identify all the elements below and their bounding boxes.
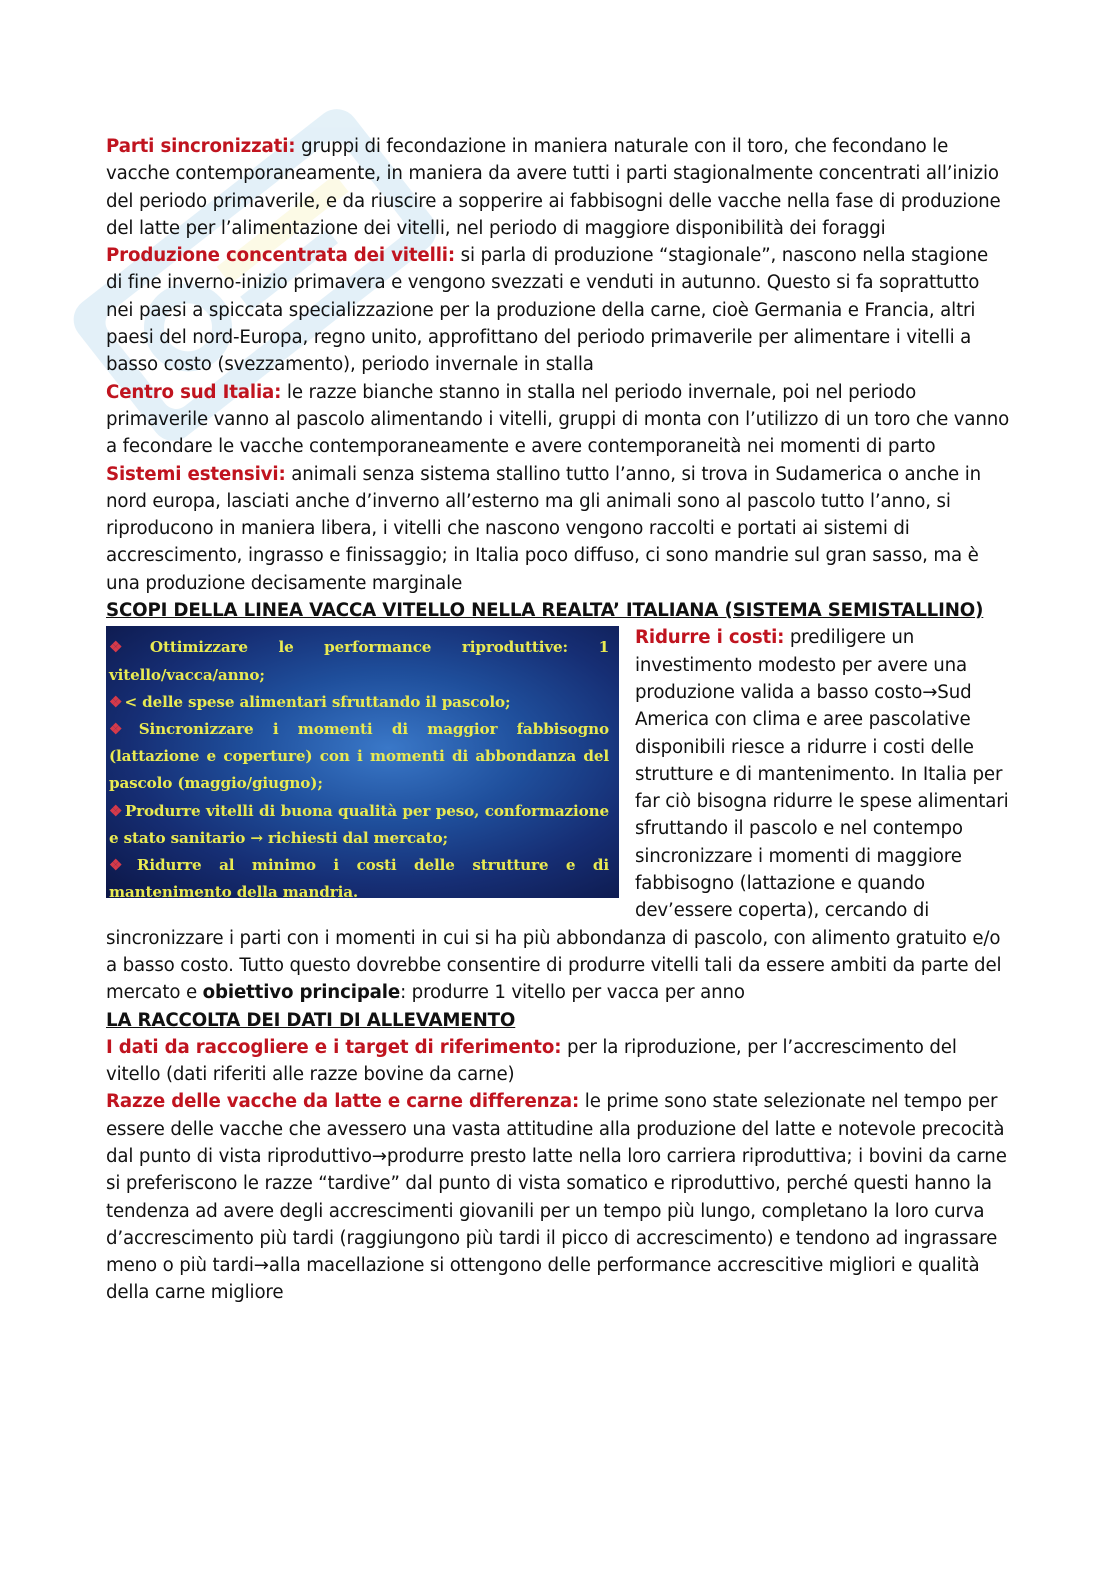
paragraph-sistemi-estensivi <box>106 461 1010 597</box>
slide-bullet <box>109 716 609 798</box>
term-label: Sistemi estensivi: <box>106 463 286 485</box>
term-label: Ridurre i costi: <box>635 627 785 649</box>
slide-bullet-text: Ottimizzare le performance riproduttive: 1 vitello/vacca/anno; <box>109 638 609 684</box>
paragraph-text: prediligere un investimento modesto per avere una produzione valida a basso costo→Sud America con clima e aree pascolative disponibili riesce a ridurre i costi delle strutture e di mantenimento. In Italia per far ciò bisogna ridurre le spese alimentari sfruttando il pascolo e nel contempo sincronizzare i momenti di maggiore fabbisogno (lattazione e quando dev’essere coperta), cercando di sincronizzare i parti con i momenti in cui si ha più abbondanza di pascolo, con alimento gratuito e/o a basso costo. Tutto questo dovrebbe consentire di produrre vitelli tali da essere ambiti da parte del mercato e <box>106 627 1009 1004</box>
paragraph-text: per la riproduzione, per l’accrescimento del vitello (dati riferiti alle razze bovine da carne) <box>106 1036 957 1086</box>
section-heading-raccolta-dati: LA RACCOLTA DEI DATI DI ALLEVAMENTO <box>106 1009 516 1031</box>
diamond-bullet-icon: ❖ <box>109 692 123 711</box>
paragraph-text: le razze bianche stanno in stalla nel periodo invernale, poi nel periodo primaverile vanno al pascolo alimentando i vitelli, gruppi di monta con l’utilizzo di un toro che vanno a fecondare le vacche contemporaneamente e avere contemporaneità nei momenti di parto <box>106 381 1010 458</box>
diamond-bullet-icon: ❖ <box>109 719 137 738</box>
paragraph-parti-sincronizzati <box>106 133 1010 242</box>
diamond-bullet-icon: ❖ <box>109 638 148 657</box>
slide-bullet <box>109 689 609 716</box>
term-label: Centro sud Italia: <box>106 381 282 403</box>
paragraph-text: le prime sono state selezionate nel tempo per essere delle vacche che avessero una vasta attitudine alla produzione del latte e notevole precocità dal punto di vista riproduttivo→produrre presto latte nella loro carriera riproduttiva; i bovini da carne si preferiscono le razze “tardive” dal punto di vista somatico e riproduttivo, perché questi hanno la tendenza ad avere degli accrescimenti giovanili per un tempo più lungo, completano la loro curva d’accrescimento più tardi (raggiungono più tardi il picco di accrescimento) e tendono ad ingrassare meno o più tardi→alla macellazione si ottengono delle performance accrescitive migliori e qualità della carne migliore <box>106 1091 1007 1304</box>
paragraph-text: si parla di produzione “stagionale”, nascono nella stagione di fine inverno-inizio primavera e vengono svezzati e venduti in autunno. Questo si fa soprattutto nei paesi a spiccata specializzazione per la produzione della carne, cioè Germania e Francia, altri paesi del nord-Europa, regno unito, approfittano del periodo primaverile per alimentare i vitelli a basso costo (svezzamento), periodo invernale in stalla <box>106 245 989 376</box>
document-page <box>106 133 1010 1307</box>
slide-bullet <box>109 798 609 852</box>
paragraph-razze-differenza <box>106 1088 1010 1306</box>
slide-bullet-text: Ridurre al minimo i costi delle strutture e di mantenimento della mandria. <box>109 855 609 899</box>
slide-bullet-text: Sincronizzare i momenti di maggior fabbisogno (lattazione e coperture) con i momenti di abbondanza del pascolo (maggio/giugno); <box>109 719 610 793</box>
paragraph-dati-da-raccogliere <box>106 1034 1010 1089</box>
slide-bullet-text: < delle spese alimentari sfruttando il pascolo; <box>124 692 511 711</box>
paragraph-text: gruppi di fecondazione in maniera naturale con il toro, che fecondano le vacche contemporaneamente, in maniera da avere tutti i parti stagionalmente concentrati all’inizio del periodo primaverile, e da riuscire a sopperire ai fabbisogni delle vacche nella fase di produzione del latte per l’alimentazione dei vitelli, nel periodo di maggiore disponibilità dei foraggi <box>106 136 1001 239</box>
term-label: Produzione concentrata dei vitelli: <box>106 245 455 267</box>
paragraph-text: animali senza sistema stallino tutto l’anno, si trova in Sudamerica o anche in nord europa, lasciati anche d’inverno all’esterno ma gli animali sono al pascolo tutto l’anno, si riproducono in maniera libera, i vitelli che nascono vengono raccolti e portati ai sistemi di accrescimento, ingrasso e finissaggio; in Italia poco diffuso, ci sono mandrie sul gran sasso, ma è una produzione decisamente marginale <box>106 463 981 594</box>
paragraph-centro-sud-italia <box>106 379 1010 461</box>
slide-bullet-text: Produrre vitelli di buona qualità per peso, conformazione e stato sanitario → richiesti dal mercato; <box>109 801 609 847</box>
section-heading-scopi: SCOPI DELLA LINEA VACCA VITELLO NELLA REALTA’ ITALIANA (SISTEMA SEMISTALLINO) <box>106 600 984 622</box>
term-label: Razze delle vacche da latte e carne differenza: <box>106 1091 580 1113</box>
diamond-bullet-icon: ❖ <box>109 801 123 820</box>
term-label: Parti sincronizzati: <box>106 136 296 157</box>
diamond-bullet-icon: ❖ <box>109 855 135 874</box>
bold-phrase: obiettivo principale <box>202 982 401 1004</box>
slide-bullet <box>109 852 609 898</box>
paragraph-text-tail: : produrre 1 vitello per vacca per anno <box>400 982 745 1004</box>
slide-image <box>106 626 619 898</box>
slide-bullet <box>109 634 609 688</box>
paragraph-produzione-concentrata <box>106 242 1010 378</box>
term-label: I dati da raccogliere e i target di riferimento: <box>106 1036 562 1058</box>
paragraph-ridurre-costi <box>106 624 1010 1006</box>
